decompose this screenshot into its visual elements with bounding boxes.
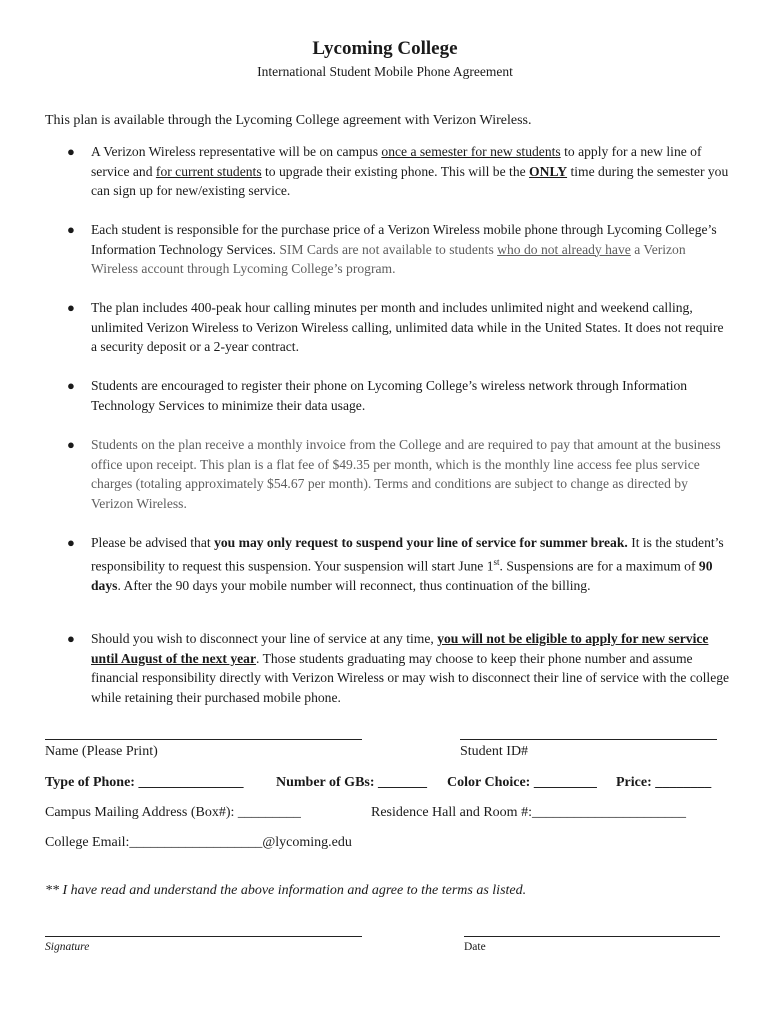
bullet-monthly-invoice (67, 435, 731, 513)
underlined-text: who do not already have (497, 241, 631, 257)
agreement-statement: ** I have read and understand the above information and agree to the terms as listed. (45, 883, 527, 898)
underlined-text: once a semester for new students (381, 144, 561, 159)
bullet-plan-includes (67, 298, 731, 357)
date-label: Date (464, 941, 486, 953)
residence-hall-field[interactable]: Residence Hall and Room #:______________________ (371, 805, 686, 820)
bullet-text: Students on the plan receive a monthly invoice from the College and are required to pay that amount at the business office upon receipt. This plan is a flat fee of $49.35 per month, which is the monthly line access fee plus service charges (totaling approximately $54.67 per month). Terms and conditions are subject to change as directed by Verizon Wireless. (91, 437, 721, 511)
bullet-text: to upgrade their existing phone. This will be the (261, 163, 530, 179)
underlined-text: for current students (155, 163, 262, 179)
bullet-text: Please be advised that (91, 535, 215, 550)
bold-text: 90 days (91, 558, 713, 593)
college-email-field[interactable]: College Email:___________________@lycoming.edu (45, 835, 352, 850)
bullet-text: to apply for a new line of service and (91, 144, 702, 179)
bullet-campus-representative (67, 142, 731, 201)
name-line[interactable] (45, 739, 362, 740)
bullet-register-phone (67, 376, 731, 415)
bold-text: you may only request to suspend your line of service for summer break. (214, 535, 628, 550)
bullet-text: It is the student’s responsibility to request this suspension. Your suspension will start June 1 (91, 535, 724, 574)
bullet-text: A Verizon Wireless representative will be on campus (91, 144, 382, 159)
bullet-text: Each student is responsible for the purchase price of a Verizon Wireless mobile phone through Lycoming College’s Information Technology Services. (91, 222, 717, 257)
bullet-text-gray: SIM Cards are not available to students (279, 241, 498, 257)
bullet-dot-icon: ● (67, 144, 75, 159)
bullet-dot-icon: ● (67, 378, 75, 393)
price-field[interactable]: Price: ________ (616, 775, 712, 790)
bullet-dot-icon: ● (67, 437, 75, 452)
bullet-text: Students are encouraged to register their phone on Lycoming College’s wireless network through Information Technology Services to minimize their data usage. (91, 378, 688, 413)
bullet-text: The plan includes 400-peak hour calling minutes per month and includes unlimited night and weekend calling, unlimited Verizon Wireless to Verizon Wireless calling, unlimited data while in the United States. It does not require a security deposit or a 2-year contract. (91, 300, 724, 355)
bullet-text: . Suspensions are for a maximum of (499, 558, 699, 574)
bullet-text: . Those students graduating may choose to keep their phone number and assume financial responsibility directly with Verizon Wireless or may wish to disconnect their line of service with the college while retaining their purchased mobile phone. (91, 650, 730, 705)
emphasis-only: ONLY (529, 163, 568, 179)
bullet-suspension (67, 533, 731, 595)
mailing-address-field[interactable]: Campus Mailing Address (Box#): _________ (45, 805, 301, 820)
student-id-label: Student ID# (460, 744, 529, 759)
bullet-dot-icon: ● (67, 535, 75, 550)
signature-line[interactable] (45, 936, 362, 937)
bullet-dot-icon: ● (67, 300, 75, 315)
bold-underlined-text: you will not be eligible to apply for new service until August of the next year (91, 631, 709, 666)
number-of-gbs-field[interactable]: Number of GBs: _______ (276, 775, 428, 790)
bullet-text: time during the semester you can sign up for new/existing service. (91, 163, 729, 199)
superscript: st (493, 556, 500, 567)
type-of-phone-field[interactable]: Type of Phone: _______________ (45, 775, 244, 790)
name-label: Name (Please Print) (45, 744, 158, 759)
bullet-text: Should you wish to disconnect your line of service at any time, (91, 631, 438, 646)
bullet-dot-icon: ● (67, 222, 75, 237)
page-subtitle: International Student Mobile Phone Agreement (257, 64, 513, 79)
bullet-disconnect (67, 629, 731, 707)
bullet-text-gray: a Verizon Wireless account through Lycoming College’s program. (91, 241, 686, 277)
color-choice-field[interactable]: Color Choice: _________ (447, 775, 597, 790)
student-id-line[interactable] (460, 739, 717, 740)
bullet-purchase-price (67, 220, 731, 279)
intro-text: This plan is available through the Lycoming College agreement with Verizon Wireless. (45, 113, 532, 128)
bullet-text: . After the 90 days your mobile number will reconnect, thus continuation of the billing. (117, 577, 591, 593)
page-title: Lycoming College (312, 38, 458, 59)
date-line[interactable] (464, 936, 720, 937)
bullet-dot-icon: ● (67, 631, 75, 646)
signature-label: Signature (45, 941, 90, 953)
